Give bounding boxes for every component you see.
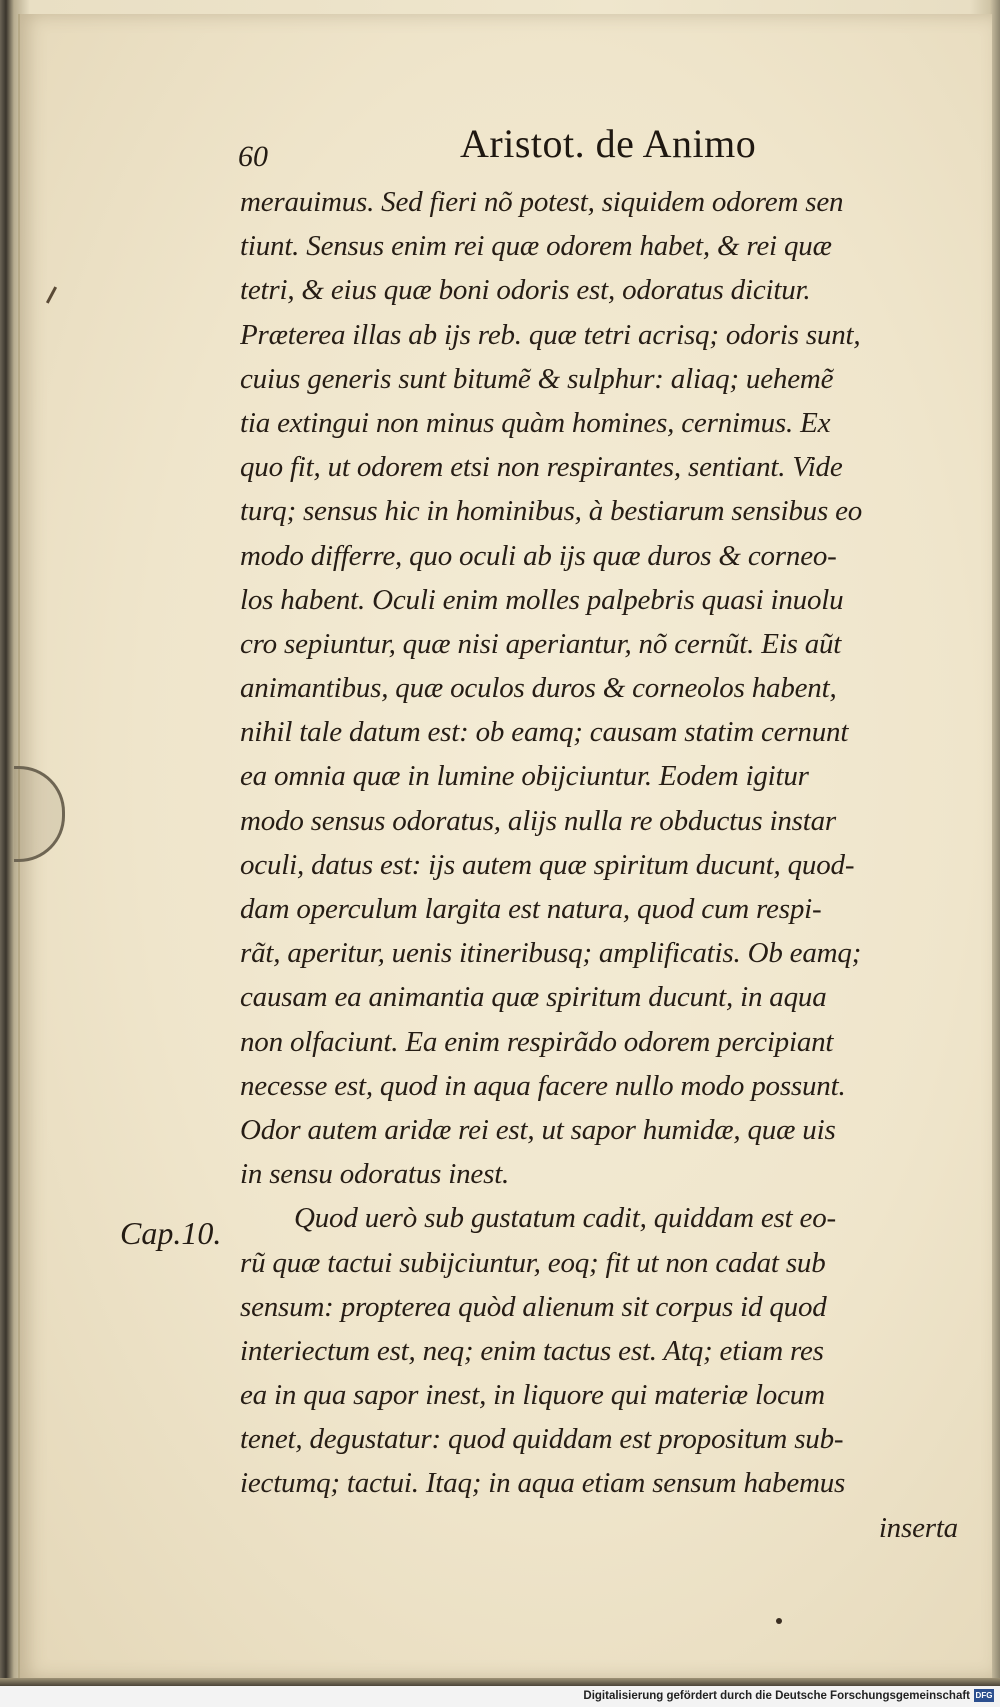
text-line: ea omnia quæ in lumine obijciuntur. Eodem igitur bbox=[240, 760, 809, 793]
text-line: iectumq; tactui. Itaq; in aqua etiam sensum habemus bbox=[240, 1467, 846, 1500]
book-clasp bbox=[14, 766, 65, 862]
text-line: tetri, & eius quæ boni odoris est, odoratus dicitur. bbox=[240, 274, 811, 307]
dfg-logo: DFG bbox=[975, 1691, 993, 1700]
text-line: sensum: propterea quòd alienum sit corpus id quod bbox=[240, 1290, 827, 1323]
text-line: cuius generis sunt bitumẽ & sulphur: aliaq; uehemẽ bbox=[240, 362, 834, 395]
text-line: turq; sensus hic in hominibus, à bestiarum sensibus eo bbox=[240, 495, 863, 528]
folio-number: 60 bbox=[238, 140, 268, 173]
text-line: cro sepiuntur, quæ nisi aperiantur, nõ cernũt. Eis aũt bbox=[240, 627, 842, 660]
running-head: Aristot. de Animo bbox=[460, 121, 757, 166]
text-line: tenet, degustatur: quod quiddam est propositum sub- bbox=[240, 1423, 844, 1456]
text-line: modo sensus odoratus, alijs nulla re obductus instar bbox=[240, 804, 836, 837]
text-line: animantibus, quæ oculos duros & corneolos habent, bbox=[240, 672, 837, 705]
text-line: in sensu odoratus inest. bbox=[240, 1158, 510, 1191]
text-line: oculi, datus est: ijs autem quæ spiritum ducunt, quod- bbox=[240, 848, 855, 881]
text-line: Odor autem aridæ rei est, ut sapor humidæ, quæ uis bbox=[240, 1113, 836, 1146]
chapter-marginal-note: Cap.10. bbox=[120, 1215, 222, 1251]
text-line: quo fit, ut odorem etsi non respirantes, sentiant. Vide bbox=[240, 451, 843, 484]
text-line: rũ quæ tactui subijciuntur, eoq; fit ut non cadat sub bbox=[240, 1246, 826, 1279]
page-header bbox=[238, 120, 858, 176]
body-text bbox=[240, 180, 962, 1550]
text-line: tia extingui non minus quàm homines, cernimus. Ex bbox=[240, 406, 831, 439]
text-line: tiunt. Sensus enim rei quæ odorem habet, & rei quæ bbox=[240, 230, 832, 263]
page-bottom-edge bbox=[0, 1678, 1000, 1686]
text-line: causam ea animantia quæ spiritum ducunt, in aqua bbox=[240, 981, 827, 1014]
text-line: dam operculum largita est natura, quod cum respi- bbox=[240, 893, 822, 925]
digitization-credit: Digitalisierung gefördert durch die Deutsche Forschungsgemeinschaft bbox=[583, 1690, 970, 1702]
text-line: rãt, aperitur, uenis itineribusq; amplificatis. Ob eamq; bbox=[240, 937, 862, 970]
ink-dot bbox=[776, 1618, 782, 1624]
text-line-paragraph-start: Quod uerò sub gustatum cadit, quiddam est eo- bbox=[294, 1202, 836, 1235]
text-line: interiectum est, neq; enim tactus est. Atq; etiam res bbox=[240, 1334, 824, 1367]
text-line: non olfaciunt. Ea enim respirãdo odorem percipiant bbox=[240, 1025, 834, 1058]
text-line: Præterea illas ab ijs reb. quæ tetri acrisq; odoris sunt, bbox=[240, 318, 861, 351]
text-line: ea in qua sapor inest, in liquore qui materiæ locum bbox=[240, 1379, 825, 1412]
text-line: modo differre, quo oculi ab ijs quæ duros & corneo- bbox=[240, 539, 837, 572]
text-line: necesse est, quod in aqua facere nullo modo possunt. bbox=[240, 1069, 846, 1102]
text-line: nihil tale datum est: ob eamq; causam statim cernunt bbox=[240, 716, 849, 749]
catchword: inserta bbox=[878, 1511, 958, 1544]
text-line: merauimus. Sed fieri nõ potest, siquidem odorem sen bbox=[240, 186, 844, 218]
text-line: los habent. Oculi enim molles palpebris quasi inuolu bbox=[240, 583, 844, 616]
